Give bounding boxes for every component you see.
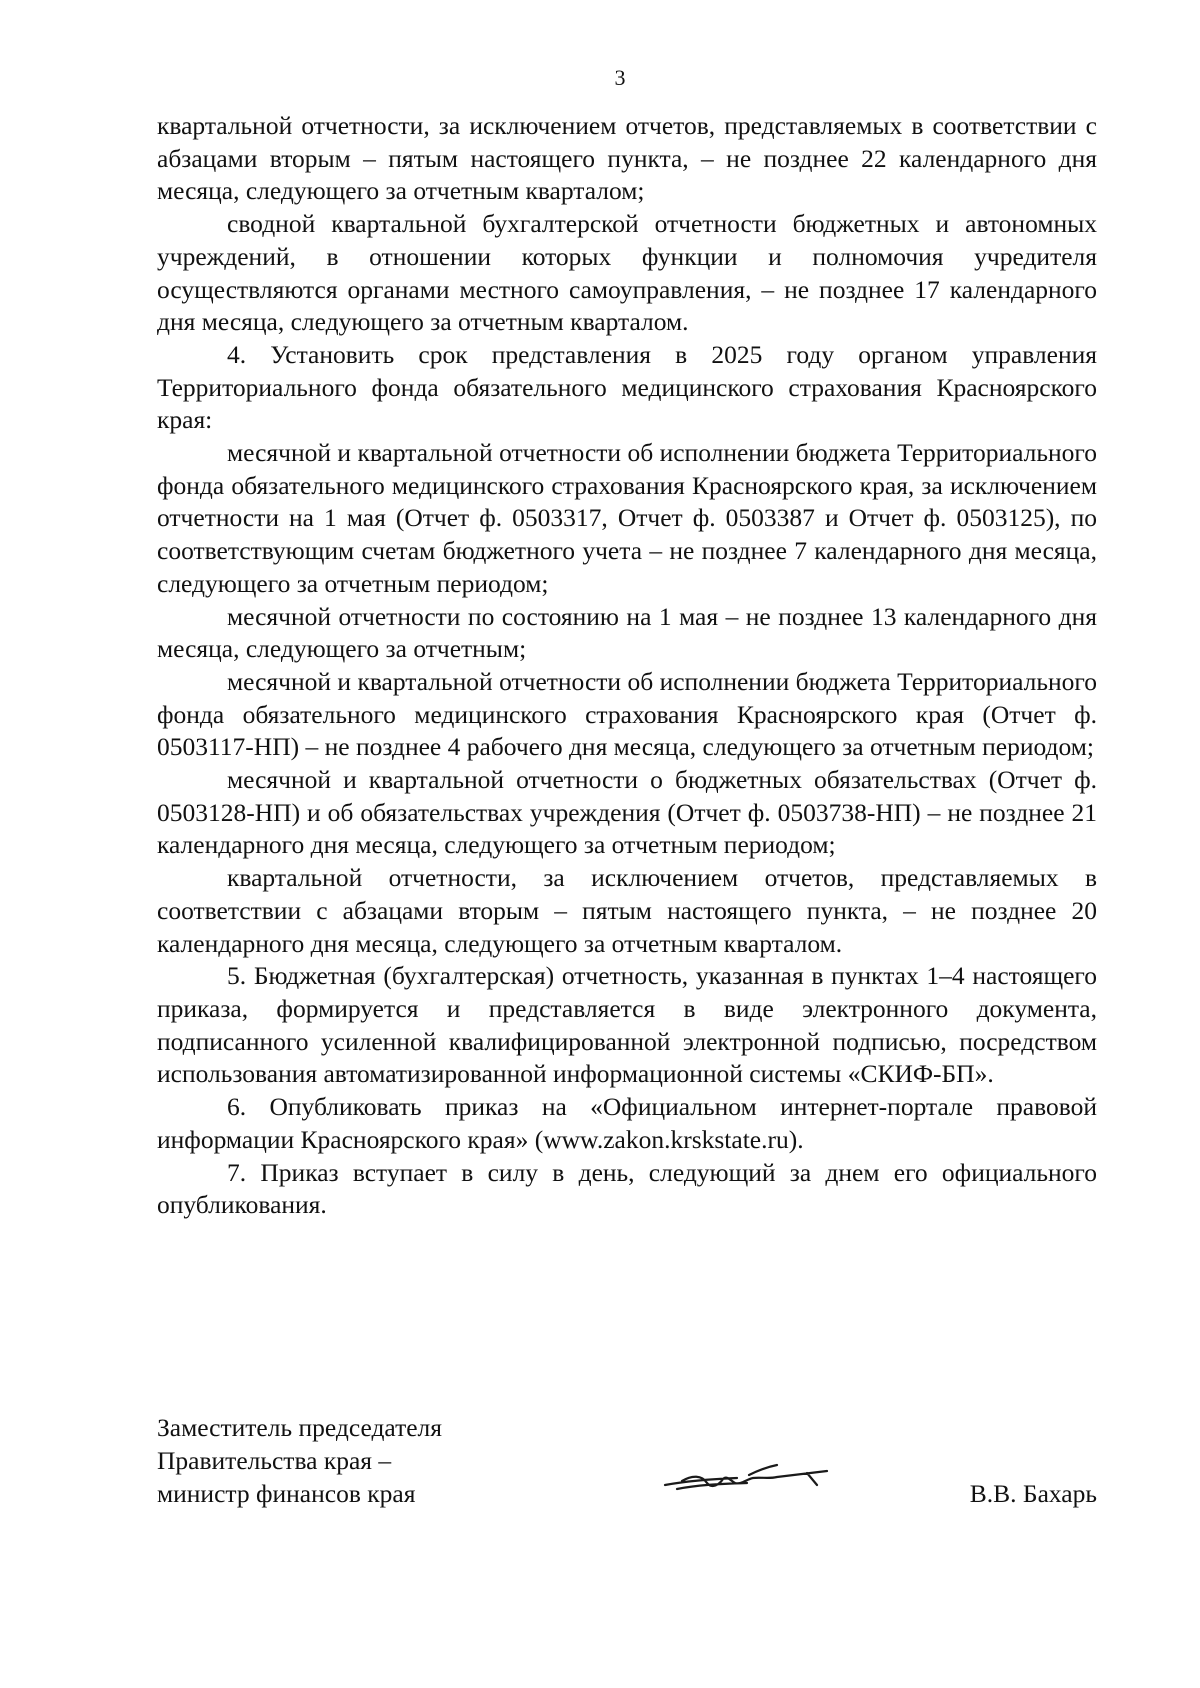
paragraph: 7. Приказ вступает в силу в день, следующий за днем его официального опубликования. bbox=[157, 1157, 1097, 1220]
signatory-title-line: министр финансов края bbox=[157, 1479, 416, 1508]
paragraph: квартальной отчетности, за исключением отчетов, представляемых в соответствии с абзацами вторым – пятым настоящего пункта, – не позднее 20 календарного дня месяца, следующего за отчетным кварталом. bbox=[157, 863, 1097, 958]
handwritten-signature bbox=[657, 1445, 837, 1505]
signatory-title-line: Заместитель председателя bbox=[157, 1413, 442, 1442]
paragraph: месячной и квартальной отчетности об исполнении бюджета Территориального фонда обязательного медицинского страхования Красноярского края (Отчет ф. 0503117-НП) – не позднее 4 рабочего дня месяца, следующего за отчетным периодом; bbox=[157, 666, 1097, 762]
paragraph: 6. Опубликовать приказ на «Официальном интернет-портале правовой информации Красноярского края» (www.zakon.krskstate.ru). bbox=[157, 1092, 1097, 1154]
signatory-title-line: Правительства края – bbox=[157, 1446, 392, 1475]
page-number: 3 bbox=[614, 65, 626, 90]
paragraph: сводной квартальной бухгалтерской отчетности бюджетных и автономных учреждений, в отношении которых функции и полномочия учредителя осуществляются органами местного самоуправления, – не позднее 17 календарного дня месяца, следующего за отчетным кварталом. bbox=[157, 209, 1097, 337]
signature-block bbox=[157, 1411, 1097, 1521]
paragraph: месячной и квартальной отчетности об исполнении бюджета Территориального фонда обязательного медицинского страхования Красноярского края, за исключением отчетности на 1 мая (Отчет ф. 0503317, Отчет ф. 0503387 и Отчет ф. 0503125), по соответствующим счетам бюджетного учета – не позднее 7 календарного дня месяца, следующего за отчетным периодом; bbox=[157, 438, 1097, 598]
paragraph: 4. Установить срок представления в 2025 году органом управления Территориального фонда обязательного медицинского страхования Красноярского края: bbox=[157, 339, 1097, 435]
signatory-title bbox=[157, 1411, 597, 1510]
paragraph: квартальной отчетности, за исключением отчетов, представляемых в соответствии с абзацами вторым – пятым настоящего пункта, – не позднее 22 календарного дня месяца, следующего за отчетным кварталом; bbox=[157, 111, 1097, 206]
document-body bbox=[157, 110, 1097, 1222]
paragraph: 5. Бюджетная (бухгалтерская) отчетность, указанная в пунктах 1–4 настоящего приказа, формируется и представляется в виде электронного документа, подписанного усиленной квалифицированной электронной подписью, посредством использования автоматизированной информационной системы «СКИФ-БП». bbox=[157, 961, 1097, 1089]
paragraph: месячной и квартальной отчетности о бюджетных обязательствах (Отчет ф. 0503128-НП) и об обязательствах учреждения (Отчет ф. 0503738-НП) – не позднее 21 календарного дня месяца, следующего за отчетным периодом; bbox=[157, 765, 1097, 860]
signatory-name: В.В. Бахарь bbox=[969, 1479, 1097, 1508]
paragraph: месячной отчетности по состоянию на 1 мая – не позднее 13 календарного дня месяца, следующего за отчетным; bbox=[157, 601, 1097, 664]
